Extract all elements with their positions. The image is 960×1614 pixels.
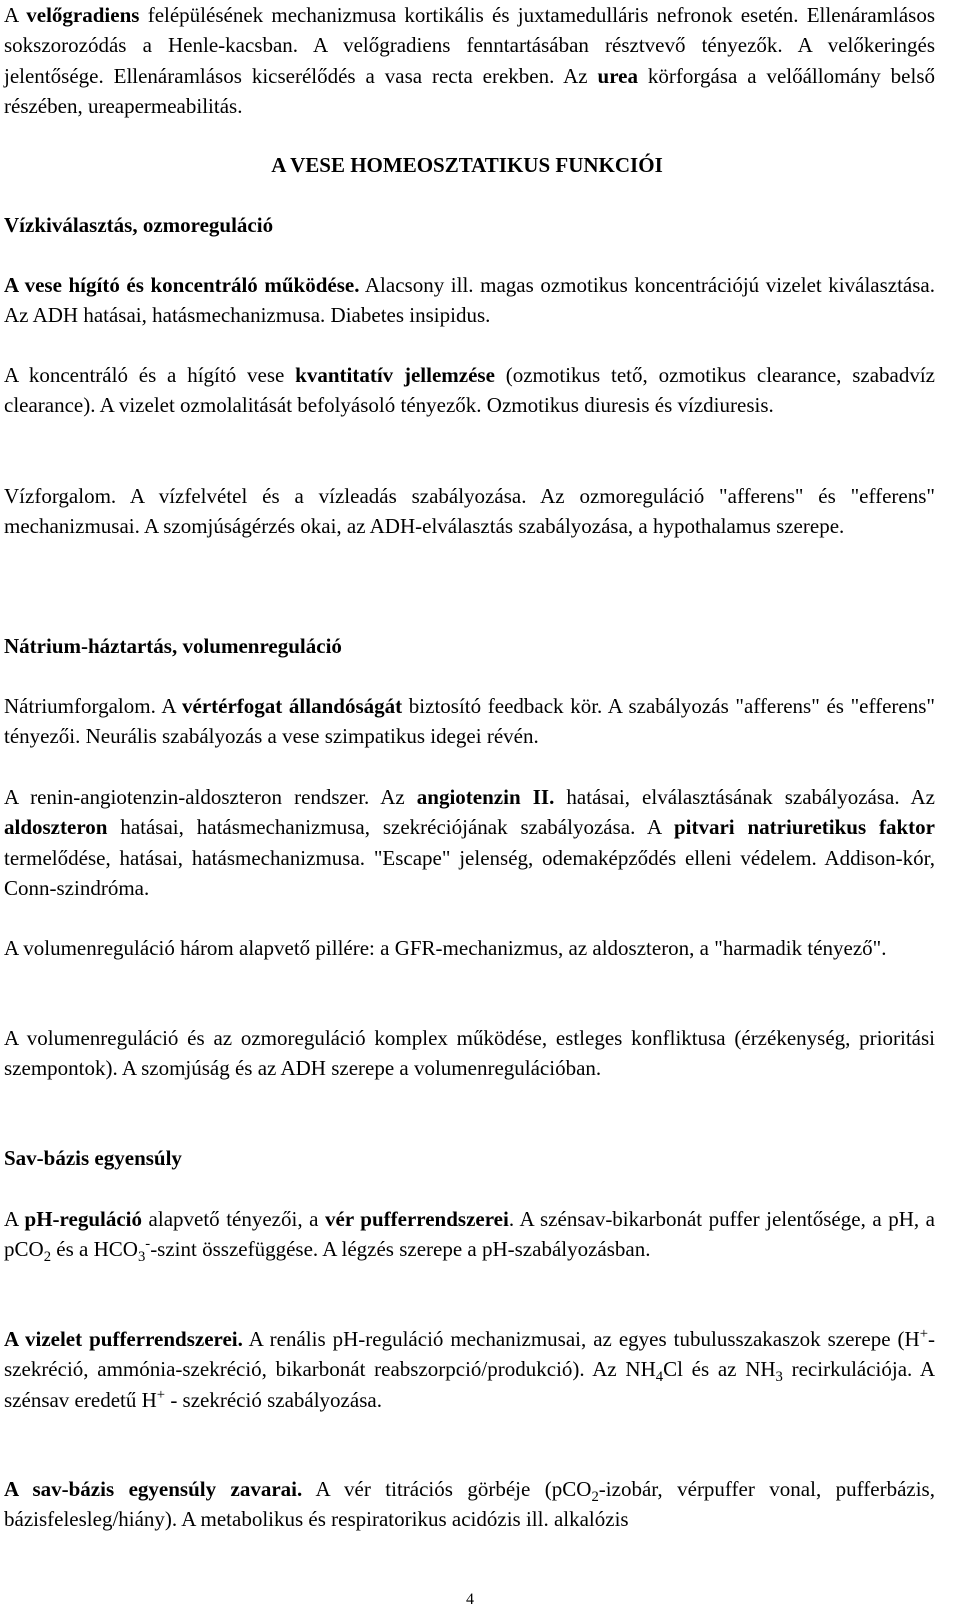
text-run: A xyxy=(4,3,27,27)
paragraph-acid-base-disorders xyxy=(4,1474,935,1535)
page-title: A VESE HOMEOSZTATIKUS FUNKCIÓI xyxy=(271,153,663,177)
text-run: (ozmotikus tető, ozmotikus clearance, szabadvíz clearance). A vizelet ozmolalitását befolyásoló tényezők. Ozmotikus diuresis és vízdiuresis. xyxy=(4,363,935,418)
text-run: termelődése, hatásai, hatásmechanizmusa. "Escape" jelenség, odemaképződés elleni védelem. Addison-kór, Conn-szindróma. xyxy=(4,845,935,900)
text-run: A koncentráló és a hígító vese xyxy=(4,363,296,387)
text-run: alapvető tényezői, a xyxy=(142,1207,325,1231)
paragraph-ph-regulation xyxy=(4,1204,935,1265)
text-run: hatásai, hatásmechanizmusa, szekréciójának szabályozása. A xyxy=(107,815,674,840)
text-run: A volumenreguláció három alapvető pillére: a GFR-mechanizmus, az aldoszteron, a "harmadik tényező". xyxy=(4,936,887,960)
section-heading-water-excretion: Vízkiválasztás, ozmoreguláció xyxy=(4,213,274,237)
bold-text: A sav-bázis egyensúly zavarai. xyxy=(4,1477,303,1501)
text-run: A renin-angiotenzin-aldoszteron rendszer. Az xyxy=(4,785,417,809)
text-run: A xyxy=(4,1207,25,1231)
bold-text: urea xyxy=(597,63,638,88)
paragraph-velogradiens xyxy=(4,0,935,121)
text-run: Vízforgalom. A vízfelvétel és a vízleadás szabályozása. Az ozmoreguláció "afferens" és "efferens" mechanizmusai. A szomjúságérzés okai, az ADH-elválasztás szabályozása, a hypothalamus szerepe. xyxy=(4,484,935,539)
text-run: . A szénsav-bikarbonát puffer jelentősége, a pH, a pCO xyxy=(4,1207,935,1262)
superscript-text: + xyxy=(156,1386,166,1403)
text-run: -szint összefüggése. A légzés szerepe a pH-szabályozásban. xyxy=(150,1237,651,1262)
text-run: körforgása a velőállomány belső részében, ureapermeabilitás. xyxy=(4,63,935,118)
bold-text: A vese hígító és koncentráló működése. xyxy=(4,273,360,297)
text-run: A vér titrációs görbéje (pCO xyxy=(302,1477,592,1501)
paragraph-urine-buffers xyxy=(4,1324,935,1415)
text-run: -izobár, vérpuffer vonal, pufferbázis, bázisfelesleg/hiány). A metabolikus és respiratorikus acidózis ill. alkalózis xyxy=(4,1477,935,1532)
bold-text: vértérfogat állandóságát xyxy=(182,694,403,718)
bold-text: pH-reguláció xyxy=(24,1207,142,1231)
text-run: - szekréció szabályozása. xyxy=(165,1387,382,1412)
text-run: Alacsony ill. magas ozmotikus koncentrációjú vizelet kiválasztása. Az ADH hatásai, hatásmechanizmusa. Diabetes insipidus. xyxy=(4,273,935,328)
subscript-text: 2 xyxy=(591,1489,599,1506)
superscript-text: - xyxy=(145,1236,151,1253)
paragraph-volume-osmo-conflict xyxy=(4,1023,935,1084)
paragraph-sodium-balance xyxy=(4,691,935,752)
text-run: A renális pH-reguláció mechanizmusai, az egyes tubulusszakaszok szerepe (H xyxy=(242,1327,920,1351)
bold-text: A vizelet pufferrendszerei. xyxy=(4,1327,243,1351)
bold-text: velőgradiens xyxy=(26,3,140,27)
bold-text: angiotenzin II. xyxy=(416,785,555,809)
superscript-text: + xyxy=(919,1326,928,1342)
text-run: felépülésének mechanizmusa kortikális és juxtamedulláris nefronok esetén. Ellenáramlásos sokszorozódás a Henle-kacsban. A velőgradiens fenntartásában résztvevő tényezők. A velőkeringés jelentősége. Ellenáramlásos kicserélődés a vasa recta erekben. Az xyxy=(4,3,935,88)
bold-text: pitvari natriuretikus faktor xyxy=(673,815,935,840)
text-run: A volumenreguláció és az ozmoreguláció komplex működése, estleges konfliktusa (érzékenység, prioritási szempontok). A szomjúság és az ADH szerepe a volumenregulációban. xyxy=(4,1026,935,1081)
text-run: és a HCO xyxy=(51,1237,138,1262)
subscript-text: 4 xyxy=(655,1369,664,1386)
paragraph-quantitative xyxy=(4,360,935,421)
subscript-text: 3 xyxy=(137,1249,146,1266)
bold-text: kvantitatív jellemzése xyxy=(295,363,495,387)
text-run: hatásai, elválasztásának szabályozása. Az xyxy=(554,785,935,809)
text-run: biztosító feedback kör. A szabályozás "afferens" és "efferens" tényezői. Neurális szabályozás a vese szimpatikus idegei révén. xyxy=(4,694,935,749)
paragraph-raas xyxy=(4,782,935,903)
text-run: Nátriumforgalom. A xyxy=(4,694,182,718)
text-run: recirkulációja. A szénsav eredetű H xyxy=(4,1357,936,1412)
bold-text: aldoszteron xyxy=(4,815,108,840)
section-heading-sodium: Nátrium-háztartás, volumenreguláció xyxy=(4,634,342,658)
subscript-text: 2 xyxy=(43,1249,52,1266)
page-number: 4 xyxy=(466,1591,474,1608)
text-run: Cl és az NH xyxy=(663,1357,776,1382)
text-run: -szekréció, ammónia-szekréció, bikarbonát reabszorpció/produkció). Az NH xyxy=(4,1327,935,1382)
bold-text: vér pufferrendszerei xyxy=(325,1207,509,1231)
paragraph-volume-pillars xyxy=(4,933,935,963)
section-heading-acid-base: Sav-bázis egyensúly xyxy=(4,1146,182,1170)
paragraph-dilution-concentration xyxy=(4,270,935,331)
paragraph-water-balance xyxy=(4,481,935,542)
subscript-text: 3 xyxy=(775,1369,783,1386)
